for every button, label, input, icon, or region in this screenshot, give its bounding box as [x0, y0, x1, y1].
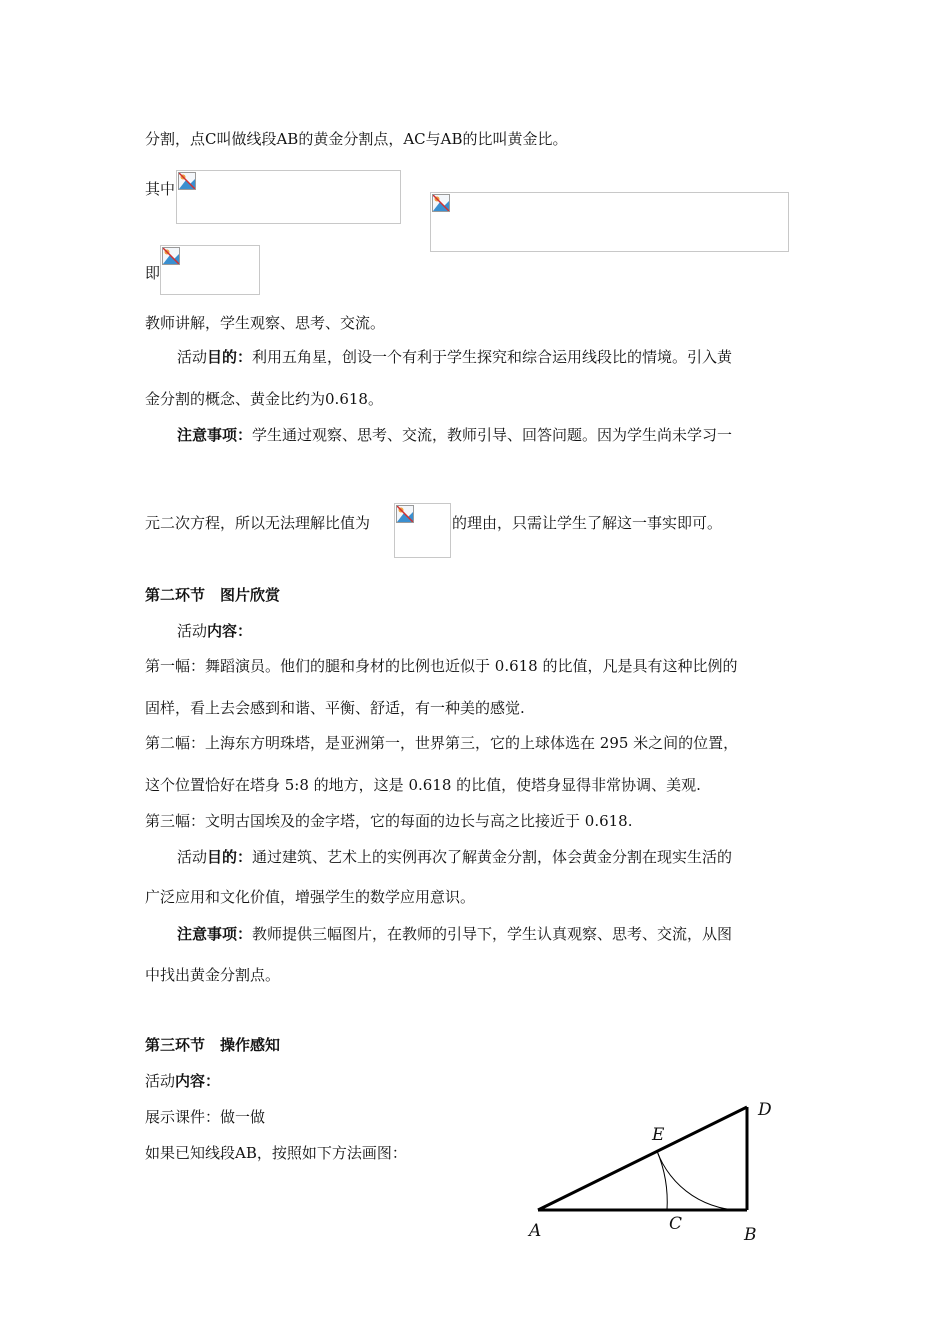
label-c: C — [669, 1214, 683, 1234]
paragraph-line — [177, 424, 732, 445]
golden-section-diagram — [520, 1090, 790, 1250]
section-heading: 第二环节 图片欣赏 — [145, 586, 281, 604]
paragraph-line — [177, 346, 732, 367]
arc-eb — [657, 1151, 747, 1210]
paragraph-line: 中找出黄金分割点。 — [145, 966, 281, 984]
paragraph-line: 这个位置恰好在塔身 5:8 的地方，这是 0.618 的比值，使塔身显得非常协调、美观. — [145, 776, 701, 794]
body-text: 通过建筑、艺术上的实例再次了解黄金分割，体会黄金分割在现实生活的 — [252, 848, 733, 866]
paragraph-line: 即 — [145, 264, 161, 282]
paragraph-line: 的理由，只需让学生了解这一事实即可。 — [452, 514, 723, 532]
segment-ad — [538, 1107, 747, 1210]
label-a: A — [529, 1221, 542, 1241]
paragraph-line — [177, 846, 732, 867]
label-bold: 注意事项： — [177, 925, 253, 943]
formula-image — [430, 192, 789, 252]
label-b: B — [744, 1225, 757, 1245]
paragraph-line: 展示课件：做一做 — [145, 1108, 266, 1126]
label-text: 活动 — [177, 622, 208, 640]
paragraph-line: 固样，看上去会感到和谐、平衡、舒适，有一种美的感觉. — [145, 699, 525, 717]
paragraph-line — [177, 923, 732, 944]
paragraph-line: 第二幅：上海东方明珠塔，是亚洲第一，世界第三，它的上球体选在 295 米之间的位置， — [145, 734, 739, 752]
label-text: 活动 — [145, 1072, 176, 1090]
paragraph-line: 第一幅：舞蹈演员。他们的腿和身材的比例也近似于 0.618 的比值，凡是具有这种比例的 — [145, 657, 738, 675]
body-text: 学生通过观察、思考、交流，教师引导、回答问题。因为学生尚未学习一 — [252, 426, 733, 444]
label-d: D — [758, 1100, 772, 1120]
label-bold: 内容： — [207, 622, 253, 640]
paragraph-line: 教师讲解，学生观察、思考、交流。 — [145, 314, 386, 332]
label-bold: 目的： — [207, 348, 253, 366]
label-bold: 内容： — [175, 1072, 221, 1090]
broken-image-icon — [178, 172, 196, 190]
paragraph-line: 如果已知线段AB，按照如下方法画图： — [145, 1144, 407, 1162]
paragraph-line: 其中 — [145, 180, 176, 198]
label-e: E — [652, 1125, 665, 1145]
broken-image-icon — [432, 194, 450, 212]
section-heading: 第三环节 操作感知 — [145, 1036, 281, 1054]
paragraph-line: 金分割的概念、黄金比约为0.618。 — [145, 390, 383, 408]
paragraph-line — [177, 620, 252, 641]
paragraph-line: 元二次方程，所以无法理解比值为 — [145, 514, 371, 532]
broken-image-icon — [162, 247, 180, 265]
formula-image — [176, 170, 401, 224]
arc-ec — [657, 1151, 667, 1210]
label-bold: 注意事项： — [177, 426, 253, 444]
paragraph-line: 广泛应用和文化价值，增强学生的数学应用意识。 — [145, 888, 476, 906]
label-text: 活动 — [177, 348, 208, 366]
paragraph-line: 分割，点C叫做线段AB的黄金分割点，AC与AB的比叫黄金比。 — [145, 130, 568, 148]
formula-image — [160, 245, 260, 295]
label-text: 活动 — [177, 848, 208, 866]
broken-image-icon — [396, 505, 414, 523]
label-bold: 目的： — [207, 848, 253, 866]
formula-image — [394, 503, 451, 558]
body-text: 教师提供三幅图片，在教师的引导下，学生认真观察、思考、交流，从图 — [252, 925, 733, 943]
paragraph-line: 第三幅：文明古国埃及的金字塔，它的每面的边长与高之比接近于 0.618. — [145, 812, 633, 830]
body-text: 利用五角星，创设一个有利于学生探究和综合运用线段比的情境。引入黄 — [252, 348, 733, 366]
paragraph-line — [145, 1070, 220, 1091]
